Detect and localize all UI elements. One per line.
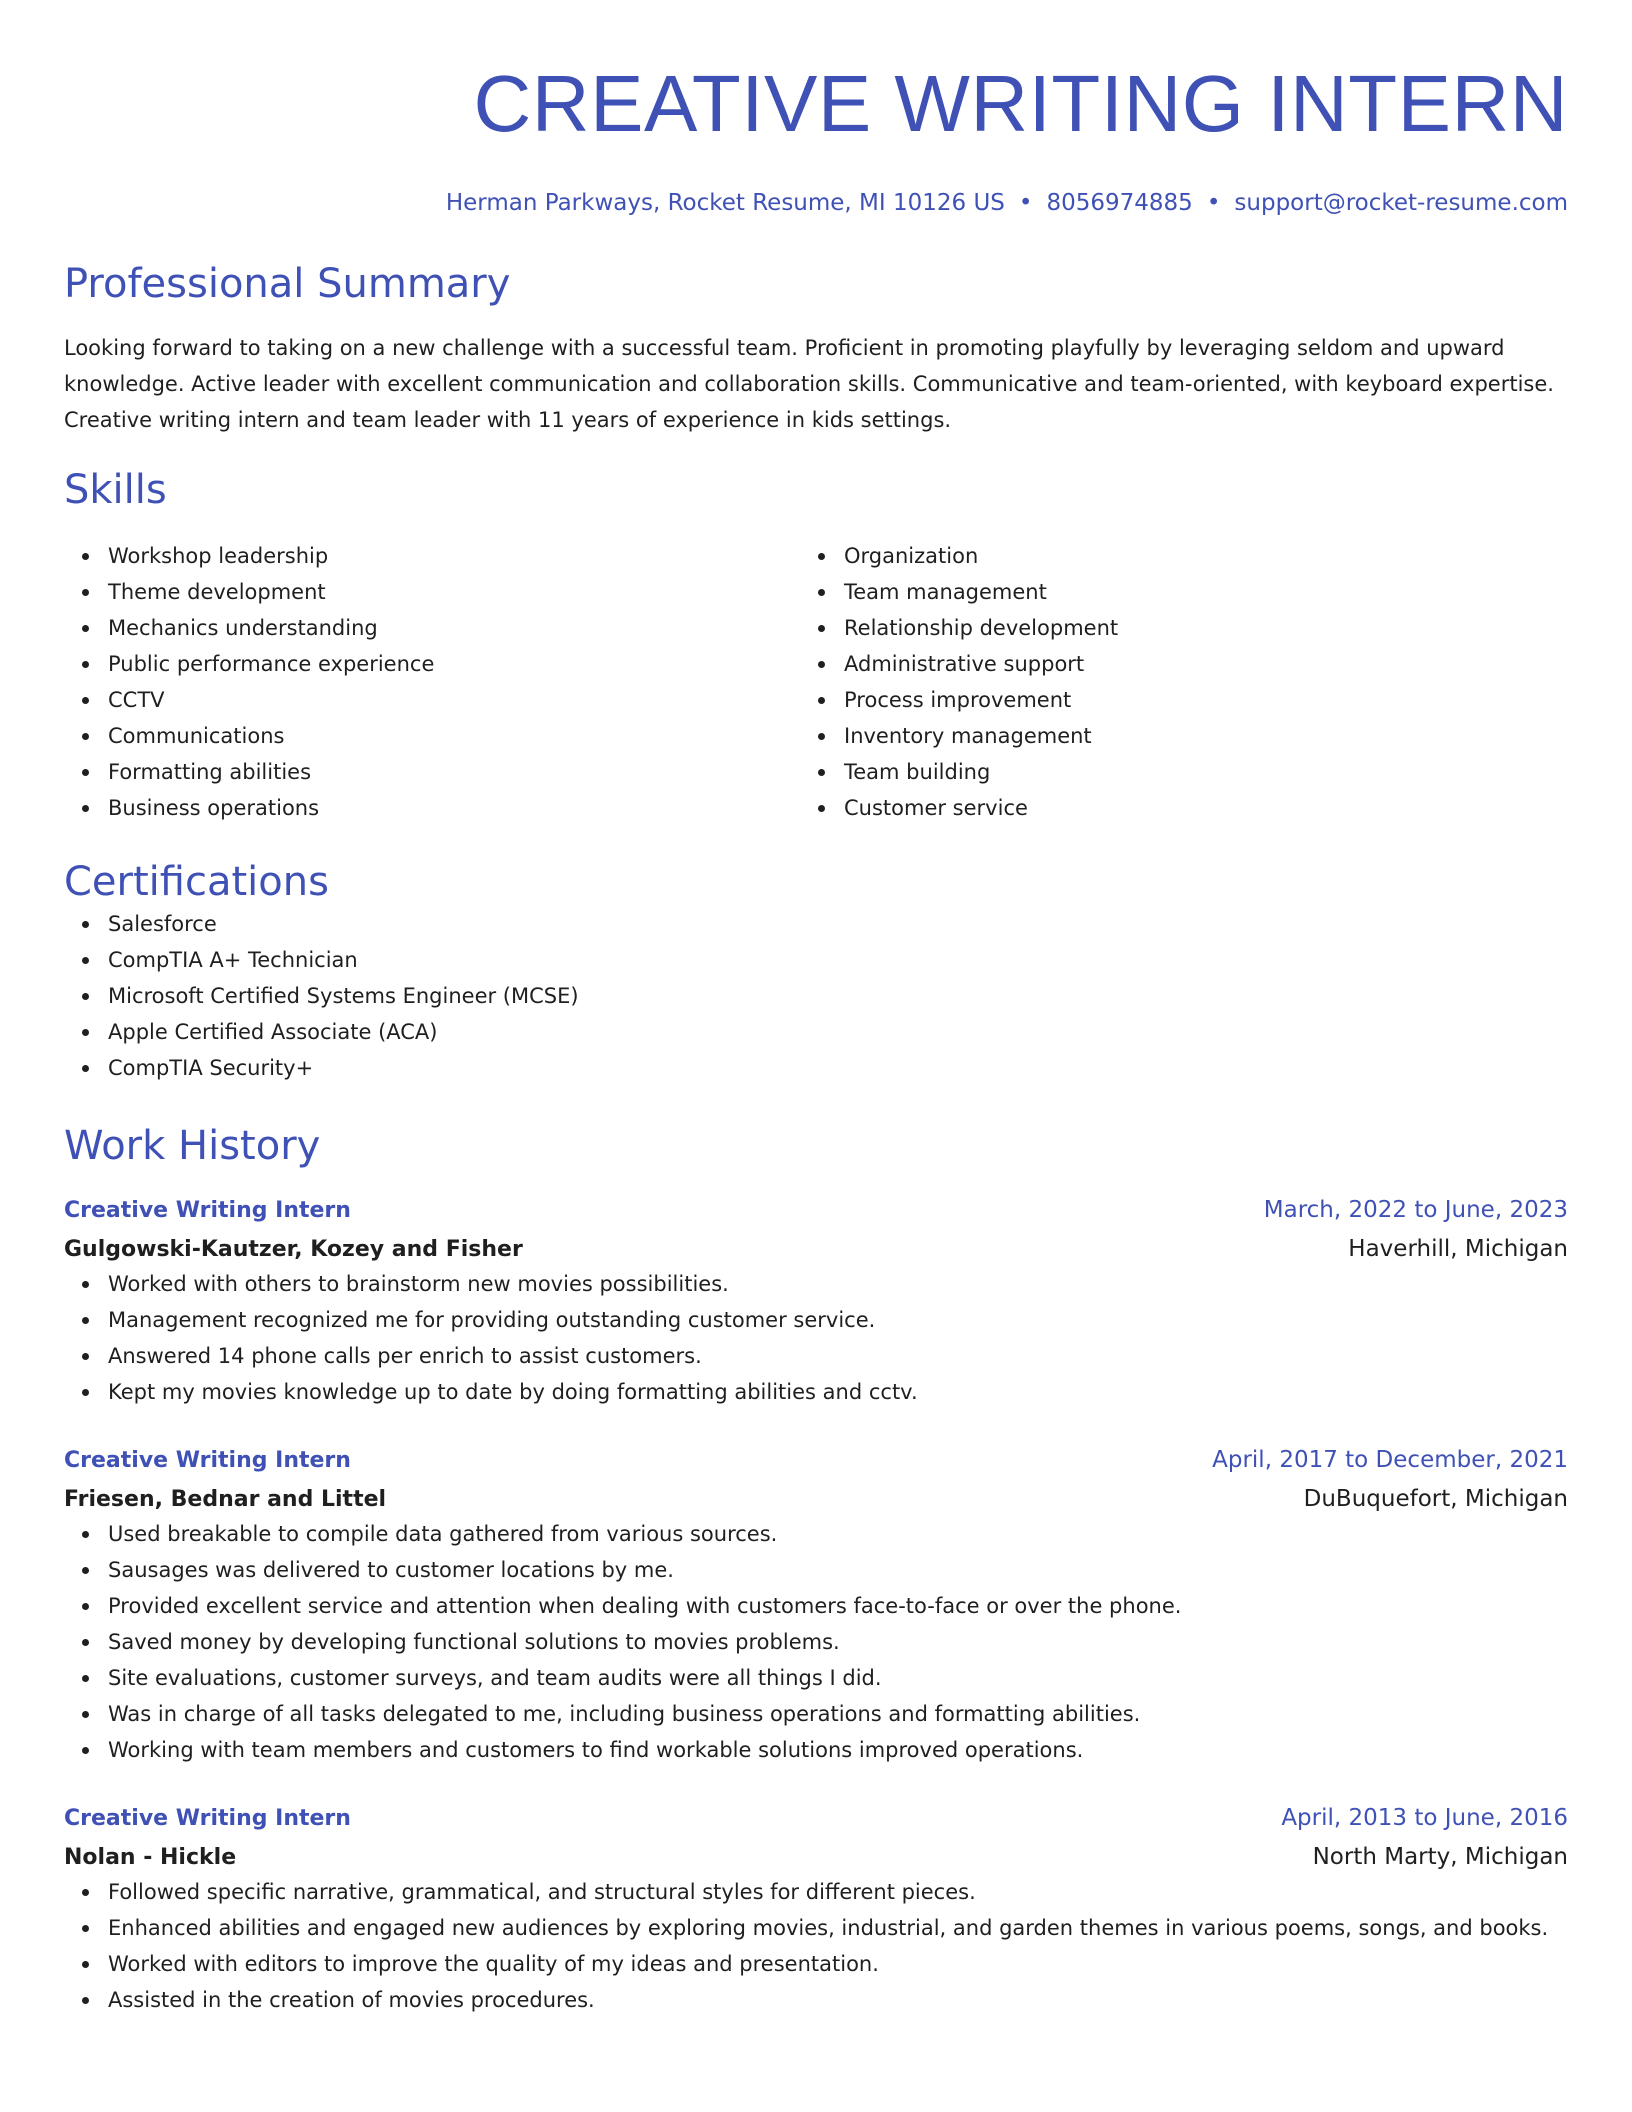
job-dates: April, 2017 to December, 2021 bbox=[1212, 1447, 1568, 1473]
job-employer-row bbox=[64, 1483, 1568, 1516]
job-duties-list bbox=[64, 1266, 1568, 1410]
certification-item: Microsoft Certified Systems Engineer (MCSE) bbox=[64, 978, 1568, 1014]
job-title: Creative Writing Intern bbox=[64, 1198, 351, 1223]
job-duty: Working with team members and customers to find workable solutions improved operations. bbox=[64, 1732, 1568, 1768]
job-duty: Site evaluations, customer surveys, and team audits were all things I did. bbox=[64, 1660, 1568, 1696]
job-duty: Was in charge of all tasks delegated to me, including business operations and formatting abilities. bbox=[64, 1696, 1568, 1732]
certification-item: Salesforce bbox=[64, 906, 1568, 942]
contact-email: support@rocket-resume.com bbox=[1234, 190, 1568, 216]
job-employer-row bbox=[64, 1233, 1568, 1266]
skill-item: Process improvement bbox=[800, 682, 1536, 718]
job-duty: Followed specific narrative, grammatical, and structural styles for different pieces. bbox=[64, 1874, 1568, 1910]
skill-item: Public performance experience bbox=[64, 646, 800, 682]
job-duty: Worked with editors to improve the quality of my ideas and presentation. bbox=[64, 1946, 1568, 1982]
job-location: Haverhill, Michigan bbox=[1348, 1236, 1568, 1262]
skills-grid bbox=[64, 538, 1568, 826]
job-duty: Worked with others to brainstorm new movies possibilities. bbox=[64, 1266, 1568, 1302]
skill-item: Mechanics understanding bbox=[64, 610, 800, 646]
job-title: Creative Writing Intern bbox=[64, 1806, 351, 1831]
skill-item: Workshop leadership bbox=[64, 538, 800, 574]
job-entry bbox=[64, 1802, 1568, 2018]
skill-item: Team management bbox=[800, 574, 1536, 610]
job-location: DuBuquefort, Michigan bbox=[1303, 1486, 1568, 1512]
summary-text: Looking forward to taking on a new challenge with a successful team. Proficient in promoting playfully by leveraging seldom and upward knowledge. Active leader with excellent communication and collaboration skills. Communicative and team-oriented, with keyboard expertise. Creative writing intern and team leader with 11 years of experience in kids settings. bbox=[64, 336, 1554, 432]
job-duty: Provided excellent service and attention when dealing with customers face-to-face or over the phone. bbox=[64, 1588, 1568, 1624]
skill-item: Formatting abilities bbox=[64, 754, 800, 790]
skills-column-right bbox=[800, 538, 1536, 826]
skill-item: CCTV bbox=[64, 682, 800, 718]
certification-item: CompTIA Security+ bbox=[64, 1050, 1568, 1086]
job-duties-list bbox=[64, 1874, 1568, 2018]
skills-column-left bbox=[64, 538, 800, 826]
certification-item: Apple Certified Associate (ACA) bbox=[64, 1014, 1568, 1050]
job-title: Creative Writing Intern bbox=[64, 1448, 351, 1473]
job-employer-row bbox=[64, 1841, 1568, 1874]
job-duty: Kept my movies knowledge up to date by doing formatting abilities and cctv. bbox=[64, 1374, 1568, 1410]
job-duty: Assisted in the creation of movies procedures. bbox=[64, 1982, 1568, 2018]
skill-item: Theme development bbox=[64, 574, 800, 610]
skill-item: Inventory management bbox=[800, 718, 1536, 754]
job-duty: Management recognized me for providing outstanding customer service. bbox=[64, 1302, 1568, 1338]
summary-heading: Professional Summary bbox=[64, 261, 511, 307]
job-duty: Enhanced abilities and engaged new audiences by exploring movies, industrial, and garden themes in various poems, songs, and books. bbox=[64, 1910, 1568, 1946]
contact-line bbox=[64, 188, 1568, 218]
job-dates: March, 2022 to June, 2023 bbox=[1263, 1197, 1568, 1223]
skill-item: Customer service bbox=[800, 790, 1536, 826]
contact-address: Herman Parkways, Rocket Resume, MI 10126 US bbox=[445, 190, 1005, 216]
job-company: Gulgowski-Kautzer, Kozey and Fisher bbox=[64, 1237, 523, 1262]
job-duty: Saved money by developing functional solutions to movies problems. bbox=[64, 1624, 1568, 1660]
contact-separator: • bbox=[1206, 190, 1221, 216]
job-duty: Sausages was delivered to customer locations by me. bbox=[64, 1552, 1568, 1588]
skill-item: Business operations bbox=[64, 790, 800, 826]
job-header bbox=[64, 1194, 1568, 1227]
skill-item: Communications bbox=[64, 718, 800, 754]
contact-phone: 8056974885 bbox=[1046, 190, 1193, 216]
job-duties-list bbox=[64, 1516, 1568, 1768]
skills-list-left bbox=[64, 538, 800, 826]
job-header bbox=[64, 1802, 1568, 1835]
skills-list-right bbox=[800, 538, 1536, 826]
skill-item: Organization bbox=[800, 538, 1536, 574]
skill-item: Relationship development bbox=[800, 610, 1536, 646]
certifications-list bbox=[64, 906, 1568, 1086]
candidate-name: CREATIVE WRITING INTERN bbox=[473, 59, 1568, 148]
skill-item: Team building bbox=[800, 754, 1536, 790]
work-history-heading: Work History bbox=[64, 1123, 321, 1169]
job-header bbox=[64, 1444, 1568, 1477]
job-duty: Answered 14 phone calls per enrich to assist customers. bbox=[64, 1338, 1568, 1374]
certifications-heading: Certifications bbox=[64, 859, 329, 905]
job-location: North Marty, Michigan bbox=[1312, 1844, 1568, 1870]
job-entry bbox=[64, 1194, 1568, 1410]
job-duty: Used breakable to compile data gathered from various sources. bbox=[64, 1516, 1568, 1552]
certification-item: CompTIA A+ Technician bbox=[64, 942, 1568, 978]
contact-separator: • bbox=[1018, 190, 1033, 216]
job-company: Friesen, Bednar and Littel bbox=[64, 1487, 387, 1512]
skills-heading: Skills bbox=[64, 467, 167, 513]
job-company: Nolan - Hickle bbox=[64, 1845, 237, 1870]
skill-item: Administrative support bbox=[800, 646, 1536, 682]
job-entry bbox=[64, 1444, 1568, 1768]
job-dates: April, 2013 to June, 2016 bbox=[1281, 1805, 1568, 1831]
